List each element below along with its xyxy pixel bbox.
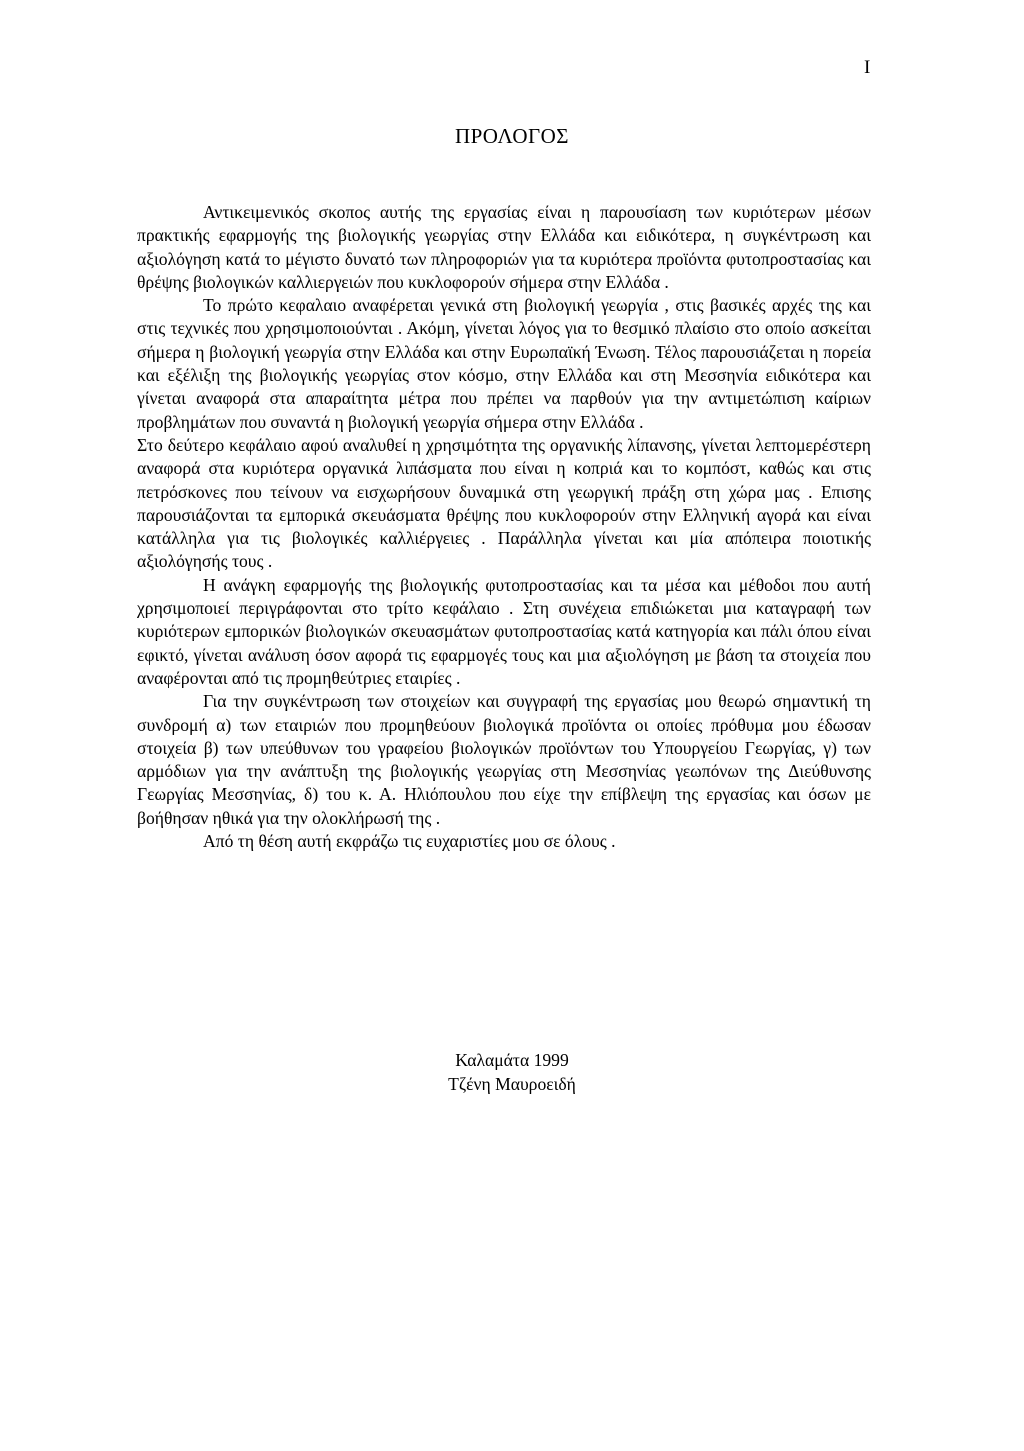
paragraph-thanks: Από τη θέση αυτή εκφράζω τις ευχαριστίες μου σε όλους . [203,831,616,852]
paragraph-chapter-three: Η ανάγκη εφαρμογής της βιολογικής φυτοπροστασίας και τα μέσα και μέθοδοι που αυτή χρησιμοποιεί περιγράφονται στο τρίτο κεφάλαιο . Στη συνέχεια επιδιώκεται μια καταγραφή των κυριότερων εμπορικών βιολογικών σκευασμάτων φυτοπροστασίας κατά κατηγορία και πάλι όπου είναι εφικτό, γίνεται ανάλυση όσον αφορά τις εφαρμογές τους και μια αξιολόγηση με βάση τα στοιχεία που αναφέρονται από τις προμηθεύτριες εταιρίες . [137,574,871,688]
preface-body [137,201,871,853]
page-title: ΠΡΟΛΟΓΟΣ [454,124,570,148]
signature-author: Τζένη Μαυροειδή [448,1074,576,1094]
signature-place-date: Καλαμάτα 1999 [455,1050,569,1070]
page-number: I [864,57,871,78]
paragraph-objective: Αντικειμενικός σκοπος αυτής της εργασίας είναι η παρουσίαση των κυριότερων μέσων πρακτικής εφαρμογής της βιολογικής γεωργίας στην Ελλάδα και ειδικότερα, η συγκέντρωση και αξιολόγηση κατά το μέγιστο δυνατό των πληροφοριών για τα κυριότερα προϊόντα φυτοπροστασίας και θρέψης βιολογικών καλλιεργειών που κυκλοφορούν σήμερα στην Ελλάδα . [137,202,871,292]
paragraph-chapter-two: Στο δεύτερο κεφάλαιο αφού αναλυθεί η χρησιμότητα της οργανικής λίπανσης, γίνεται λεπτομερέστερη αναφορά στα κυριότερα οργανικά λιπάσματα που είναι η κοπριά και το κομπόστ, καθώς και στις πετρόσκονες που τείνουν να εισχωρήσουν δυναμικά στη γεωργική πράξη στη χώρα μας . Επισης παρουσιάζονται τα εμπορικά σκευάσματα θρέψης που κυκλοφορούν στην Ελληνική αγορά και είναι κατάλληλα για τις βιολογικές καλλιέργειες . Παράλληλα γίνεται και μία απόπειρα ποιοτικής αξιολόγησής τους . [137,434,871,572]
paragraph-acknowledgements: Για την συγκέντρωση των στοιχείων και συγγραφή της εργασίας μου θεωρώ σημαντική τη συνδρομή α) των εταιριών που προμηθεύουν βιολογικά προϊόντα οι οποίες πρόθυμα μου έδωσαν στοιχεία β) των υπεύθυνων του γραφείου βιολογικών προϊόντων του Υπουργείου Γεωργίας, γ) των αρμόδιων για την ανάπτυξη της βιολογικής γεωργίας στη Μεσσηνίας γεωπόνων της Διεύθυνσης Γεωργίας Μεσσηνίας, δ) του κ. Α. Ηλιόπουλου που είχε την επίβλεψη της εργασίας και όσων με βοήθησαν ηθικά για την ολοκλήρωσή της . [137,691,871,828]
paragraph-chapter-one: Το πρώτο κεφαλαιο αναφέρεται γενικά στη βιολογική γεωργία , στις βασικές αρχές της και στις τεχνικές που χρησιμοποιούνται . Ακόμη, γίνεται λόγος για το θεσμικό πλαίσιο στο οποίο ασκείται σήμερα η βιολογική γεωργία στην Ελλάδα και στην Ευρωπαϊκή Ένωση. Τέλος παρουσιάζεται η πορεία και εξέλιξη της βιολογικής γεωργίας στον κόσμο, στην Ελλάδα και στη Μεσσηνία ειδικότερα και γίνεται αναφορά στα απαραίτητα μέτρα που πρέπει να παρθούν για την αντιμετώπιση καίριων προβλημάτων που συναντά η βιολογική γεωργία σήμερα στην Ελλάδα . [137,295,871,432]
signature-block [0,1048,1024,1096]
